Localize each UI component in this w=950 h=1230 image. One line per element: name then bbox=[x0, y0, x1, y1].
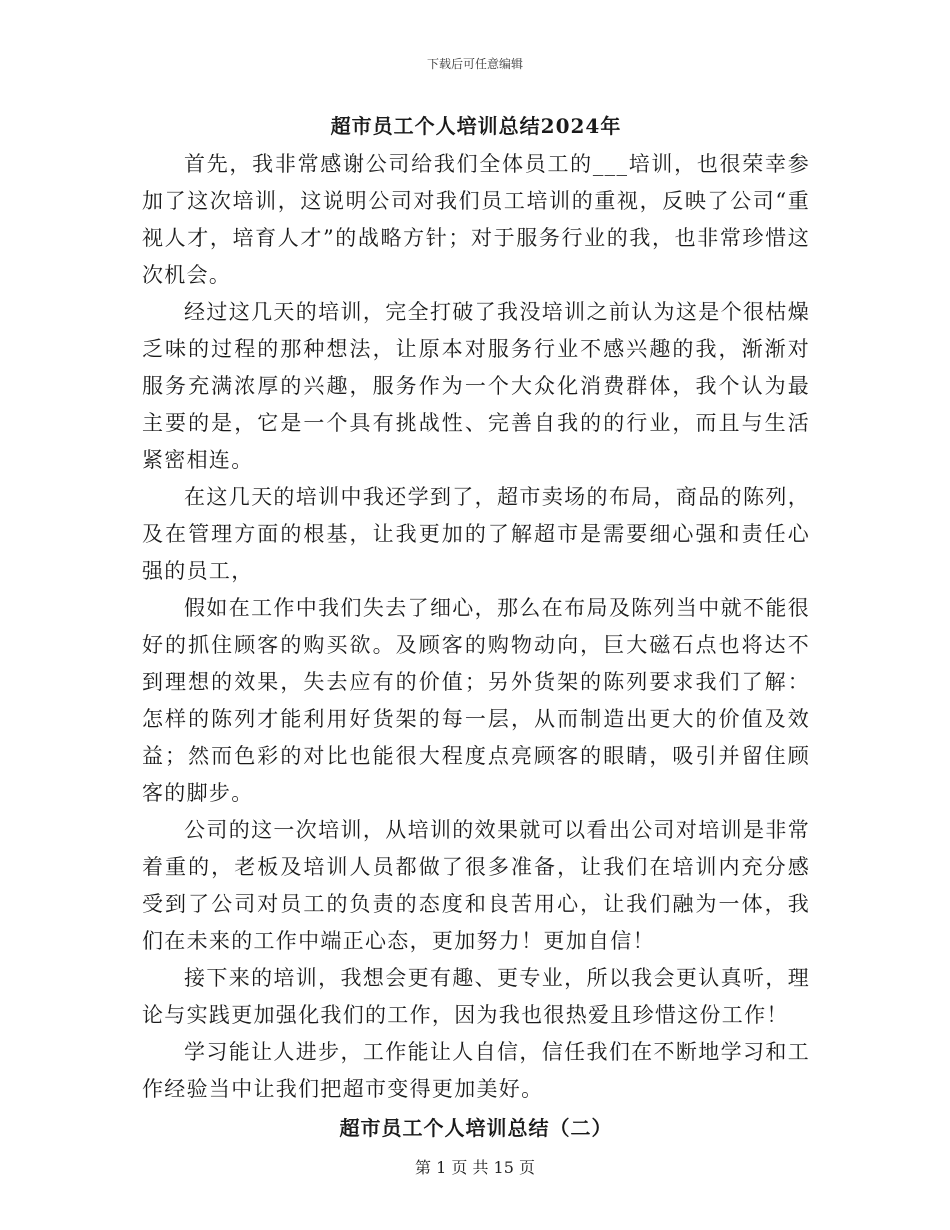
document-body bbox=[142, 108, 810, 1146]
section-title: 超市员工个人培训总结（二） bbox=[339, 1116, 613, 1140]
header-note: 下载后可任意编辑 bbox=[426, 57, 523, 71]
document-title: 超市员工个人培训总结2024年 bbox=[330, 114, 622, 138]
paragraph: 经过这几天的培训，完全打破了我没培训之前认为这是个很枯燥乏味的过程的那种想法，让原本对服务行业不感兴趣的我，渐渐对服务充满浓厚的兴趣，服务作为一个大众化消费群体，我个认为最主要的是，它是一个具有挑战性、完善自我的的行业，而且与生活紧密相连。 bbox=[142, 300, 810, 472]
page-number: 第 1 页 共 15 页 bbox=[415, 1158, 535, 1177]
paragraph: 在这几天的培训中我还学到了，超市卖场的布局，商品的陈列，及在管理方面的根基，让我更加的了解超市是需要细心强和责任心强的员工， bbox=[142, 485, 810, 583]
paragraph: 接下来的培训，我想会更有趣、更专业，所以我会更认真听，理论与实践更加强化我们的工作，因为我也很热爱且珍惜这份工作！ bbox=[142, 966, 810, 1027]
paragraph: 假如在工作中我们失去了细心，那么在布局及陈列当中就不能很好的抓住顾客的购买欲。及顾客的购物动向，巨大磁石点也将达不到理想的效果，失去应有的价值；另外货架的陈列要求我们了解：怎样的陈列才能利用好货架的每一层，从而制造出更大的价值及效益；然而色彩的对比也能很大程度点亮顾客的眼睛，吸引并留住顾客的脚步。 bbox=[142, 596, 810, 805]
paragraph: 首先，我非常感谢公司给我们全体员工的___培训，也很荣幸参加了这次培训，这说明公司对我们员工培训的重视，反映了公司“重视人才，培育人才”的战略方针；对于服务行业的我，也非常珍惜这次机会。 bbox=[142, 152, 810, 287]
paragraph: 公司的这一次培训，从培训的效果就可以看出公司对培训是非常着重的，老板及培训人员都做了很多准备，让我们在培训内充分感受到了公司对员工的负责的态度和良苦用心，让我们融为一体，我们在未来的工作中端正心态，更加努力！更加自信！ bbox=[142, 818, 810, 953]
paragraph: 学习能让人进步，工作能让人自信，信任我们在不断地学习和工作经验当中让我们把超市变得更加美好。 bbox=[142, 1040, 810, 1101]
